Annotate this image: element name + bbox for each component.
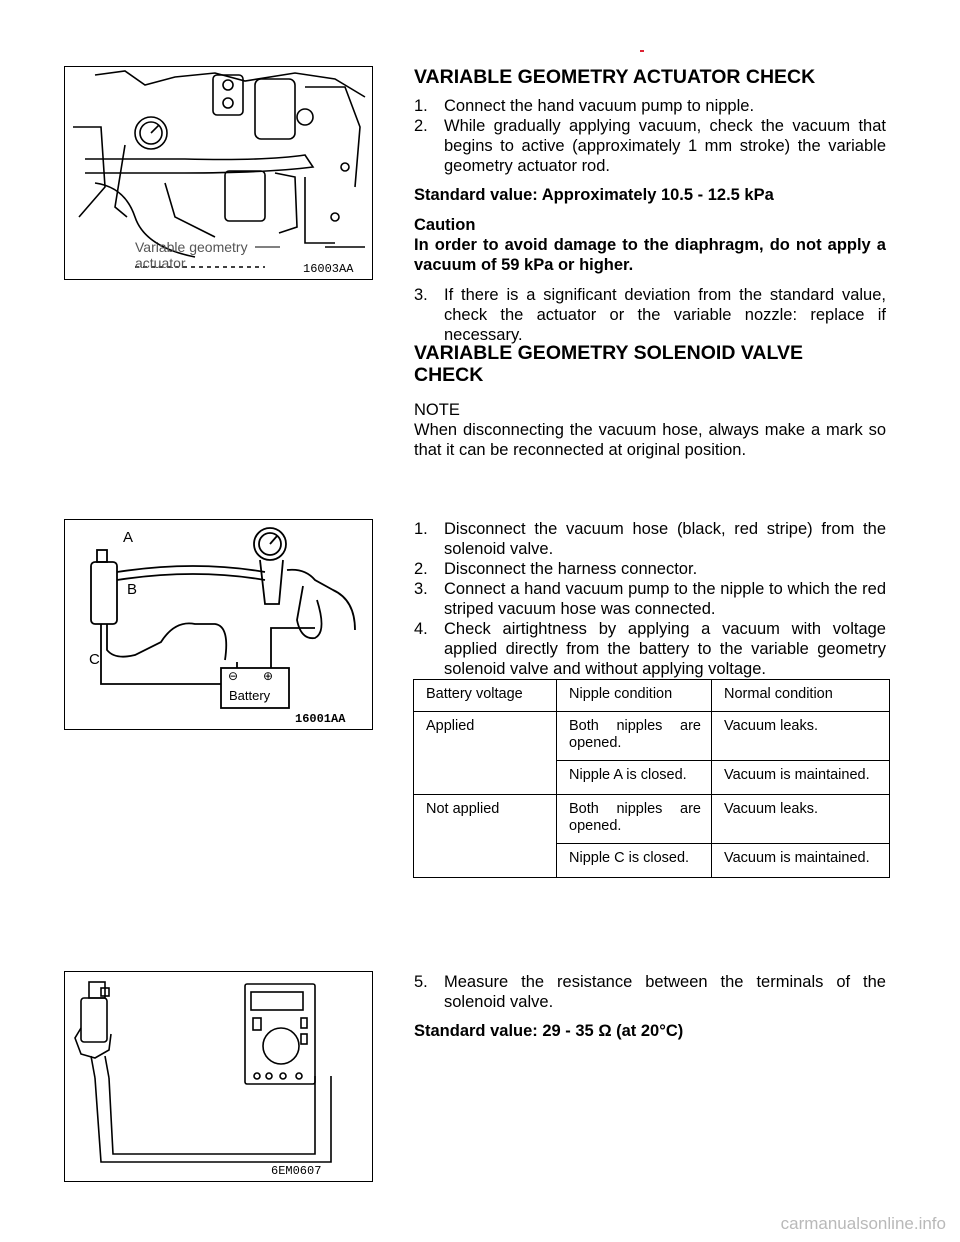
standard-value: Standard value: 29 - 35 Ω (at 20°C) (414, 1022, 684, 1040)
list-item (414, 972, 886, 1012)
resistance-illustration (65, 972, 372, 1181)
actuator-label-line1: Variable geometry (135, 239, 248, 255)
list-item (414, 559, 886, 579)
figure-code: 16003AA (303, 262, 354, 276)
list-item (414, 285, 886, 345)
resistance-step (414, 972, 886, 1041)
note-label: NOTE (414, 401, 460, 419)
watermark: carmanualsonline.info (780, 1214, 946, 1233)
battery-label: Battery (229, 688, 271, 703)
table-header-row (414, 680, 890, 712)
step-text: While gradually applying vacuum, check the vacuum that begins to active (approximately 1 mm stroke) the variable geometry actuator rod. (444, 117, 886, 175)
figure-code: 16001AA (295, 712, 346, 726)
step-number: 2. (414, 560, 428, 578)
step-number: 3. (414, 580, 428, 598)
label-b: B (127, 581, 138, 598)
actuator-label-line2: actuator (135, 255, 186, 271)
table-cell: Nipple A is closed. (557, 761, 712, 795)
figure-code: 6EM0607 (271, 1164, 322, 1178)
step-text: Disconnect the vacuum hose (black, red stripe) from the solenoid valve. (444, 520, 886, 558)
list-item (414, 116, 886, 176)
step-text: Disconnect the harness connector. (444, 560, 698, 578)
step-text: Connect a hand vacuum pump to the nipple to which the red striped vacuum hose was connected. (444, 580, 886, 618)
table-header: Battery voltage (414, 680, 557, 712)
figure-actuator (64, 66, 373, 280)
plus-symbol: ⊕ (263, 669, 274, 683)
table-cell: Vacuum leaks. (712, 712, 890, 761)
step-text: Connect the hand vacuum pump to nipple. (444, 97, 755, 115)
list-item (414, 96, 886, 116)
note-text: When disconnecting the vacuum hose, always make a mark so that it can be reconnected at original position. (414, 421, 886, 459)
table-cell: Applied (414, 712, 557, 795)
step-number: 4. (414, 620, 428, 638)
table-header: Normal condition (712, 680, 890, 712)
step-text: Measure the resistance between the terminals of the solenoid valve. (444, 973, 886, 1011)
table-cell: Vacuum is maintained. (712, 844, 890, 878)
actuator-check-section (414, 66, 886, 345)
solenoid-check-section (414, 342, 886, 460)
step-number: 1. (414, 97, 428, 115)
airtightness-table (413, 679, 890, 878)
table-cell: Vacuum is maintained. (712, 761, 890, 795)
list-item (414, 579, 886, 619)
table-cell: Nipple C is closed. (557, 844, 712, 878)
solenoid-battery-illustration (65, 520, 372, 729)
label-a: A (123, 529, 134, 546)
table-cell: Not applied (414, 795, 557, 878)
table-cell: Both nipples are opened. (557, 712, 712, 761)
caution-text: In order to avoid damage to the diaphragm, do not apply a vacuum of 59 kPa or higher. (414, 236, 886, 274)
minus-symbol: ⊖ (228, 669, 239, 683)
table-cell: Both nipples are opened. (557, 795, 712, 844)
red-mark (640, 50, 644, 52)
table-row (414, 712, 890, 761)
step-number: 5. (414, 973, 428, 991)
solenoid-steps (414, 519, 886, 679)
step-number: 1. (414, 520, 428, 538)
table-header: Nipple condition (557, 680, 712, 712)
step-number: 3. (414, 286, 428, 304)
step-text: Check airtightness by applying a vacuum with voltage applied directly from the battery to the variable geometry solenoid valve and without applying voltage. (444, 620, 886, 678)
figure-resistance (64, 971, 373, 1182)
actuator-illustration (65, 67, 372, 279)
figure-solenoid-battery (64, 519, 373, 730)
table-row (414, 795, 890, 844)
step-number: 2. (414, 117, 428, 135)
caution-title: Caution (414, 216, 476, 234)
label-c: C (89, 651, 100, 668)
standard-value: Standard value: Approximately 10.5 - 12.5 kPa (414, 186, 774, 204)
list-item (414, 619, 886, 679)
section-title: VARIABLE GEOMETRY SOLENOID VALVE CHECK (414, 342, 803, 386)
list-item (414, 519, 886, 559)
table-cell: Vacuum leaks. (712, 795, 890, 844)
section-title: VARIABLE GEOMETRY ACTUATOR CHECK (414, 66, 816, 88)
step-text: If there is a significant deviation from the standard value, check the actuator or the variable nozzle: replace if necessary. (444, 286, 886, 344)
